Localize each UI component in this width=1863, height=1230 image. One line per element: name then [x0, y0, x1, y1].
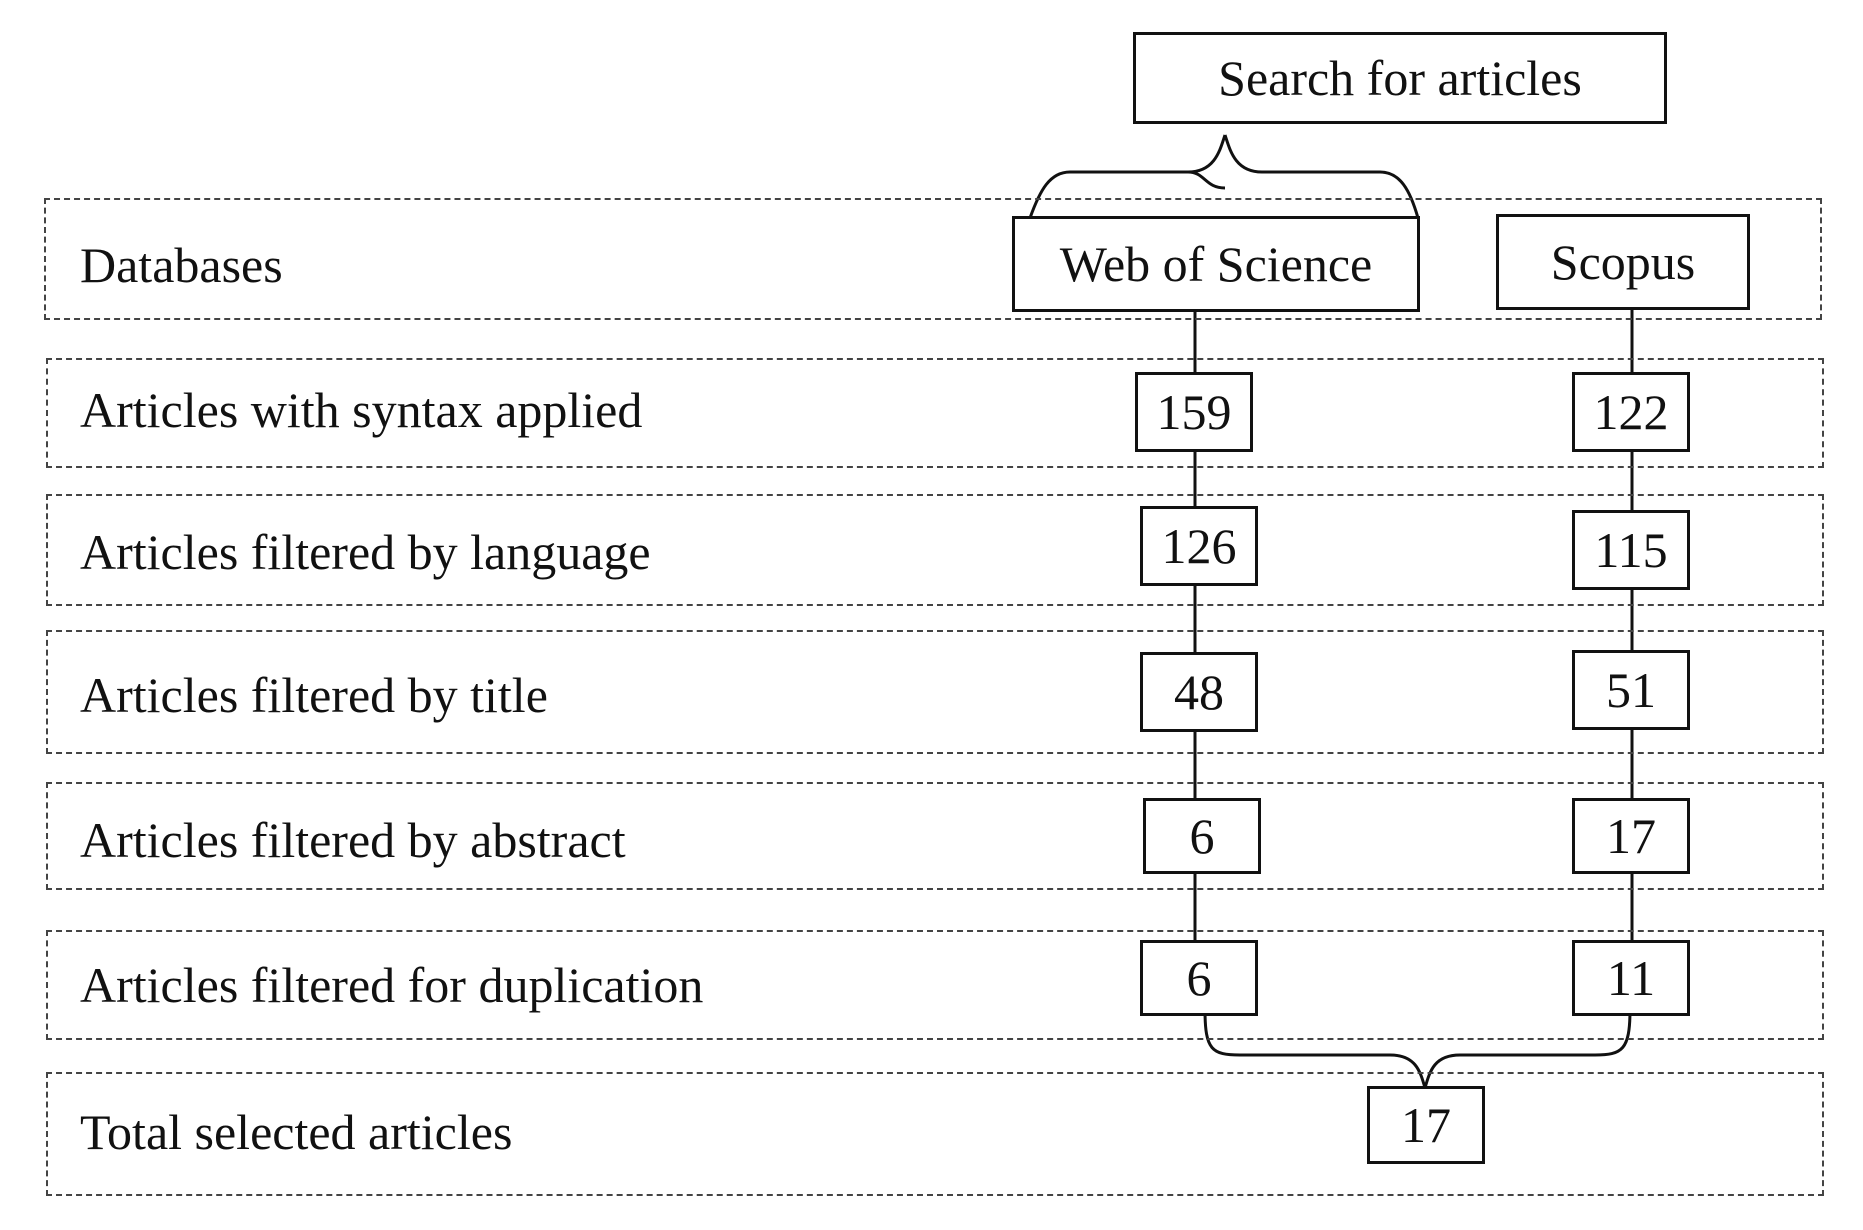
row-label-total-selected: Total selected articles — [80, 1104, 513, 1160]
count-box-scopus-syntax — [1572, 372, 1690, 452]
count-scopus-syntax: 122 — [1593, 384, 1669, 440]
database-box-scopus — [1496, 214, 1750, 310]
count-wos-abstract: 6 — [1189, 808, 1215, 864]
count-box-scopus-duplication — [1572, 940, 1690, 1016]
count-box-wos-duplication — [1140, 940, 1258, 1016]
count-box-scopus-title — [1572, 650, 1690, 730]
count-box-wos-abstract — [1143, 798, 1261, 874]
row-label-syntax-applied: Articles with syntax applied — [80, 382, 643, 438]
database-box-web-of-science — [1012, 216, 1420, 312]
database-label-web-of-science: Web of Science — [1059, 236, 1373, 292]
count-box-wos-syntax — [1135, 372, 1253, 452]
database-label-scopus: Scopus — [1550, 234, 1696, 290]
count-wos-language: 126 — [1161, 518, 1237, 574]
count-box-scopus-language — [1572, 510, 1690, 590]
count-box-wos-title — [1140, 652, 1258, 732]
count-wos-duplication: 6 — [1186, 950, 1212, 1006]
search-box — [1133, 32, 1667, 124]
count-scopus-duplication: 11 — [1606, 950, 1656, 1006]
count-box-total — [1367, 1086, 1485, 1164]
search-label: Search for articles — [1218, 50, 1582, 106]
count-box-wos-language — [1140, 506, 1258, 586]
count-scopus-title: 51 — [1606, 662, 1656, 718]
count-box-scopus-abstract — [1572, 798, 1690, 874]
count-scopus-abstract: 17 — [1606, 808, 1656, 864]
row-label-databases: Databases — [80, 237, 283, 293]
row-label-filtered-abstract: Articles filtered by abstract — [80, 812, 626, 868]
row-label-filtered-duplication: Articles filtered for duplication — [80, 957, 704, 1013]
row-label-filtered-title: Articles filtered by title — [80, 667, 548, 723]
count-wos-title: 48 — [1174, 664, 1224, 720]
count-scopus-language: 115 — [1594, 522, 1668, 578]
count-total: 17 — [1401, 1097, 1451, 1153]
row-label-filtered-language: Articles filtered by language — [80, 524, 651, 580]
count-wos-syntax: 159 — [1156, 384, 1232, 440]
